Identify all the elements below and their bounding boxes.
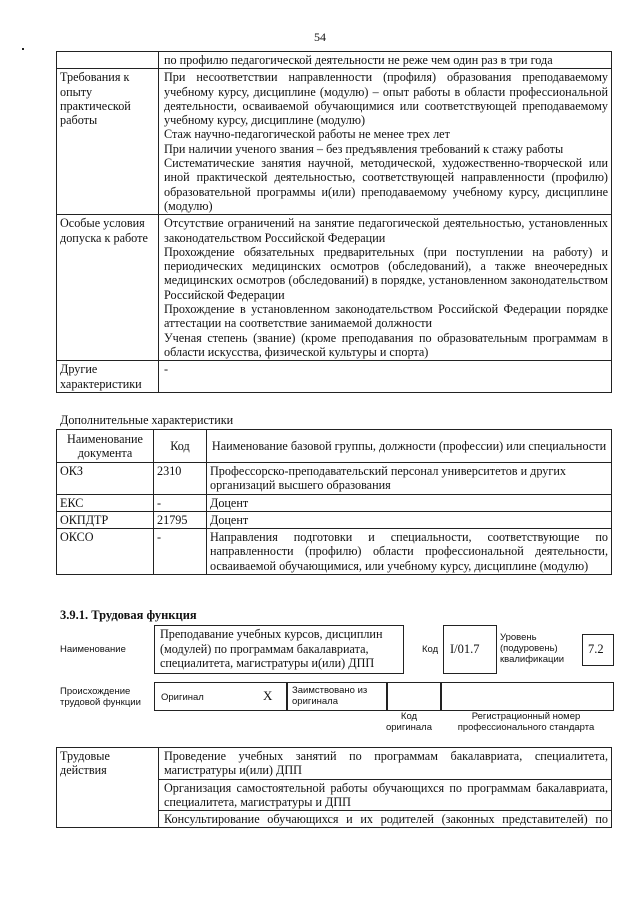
section-heading: 3.9.1. Трудовая функция	[60, 608, 197, 622]
paragraph: Ученая степень (звание) (кроме преподавания по образовательным программам в области искусства, физической культуры и спорта)	[164, 330, 608, 359]
name-label: Наименование	[60, 644, 126, 655]
requirements-table	[56, 51, 612, 393]
reg-number-caption: Регистрационный номер профессионального стандарта	[457, 711, 595, 733]
row-content-special-conditions	[159, 215, 612, 361]
name-cell: Доцент	[207, 494, 612, 511]
name-cell: Доцент	[207, 511, 612, 528]
name-cell: Профессорско-преподавательский персонал университетов и других организаций высшего образования	[207, 463, 612, 495]
labor-actions-table	[56, 747, 612, 828]
function-name-value: Преподавание учебных курсов, дисциплин (модулей) по программам бакалавриата, специалитета, магистратуры и(или) ДПП	[160, 627, 383, 670]
scan-speck	[22, 48, 24, 50]
table-row	[57, 511, 612, 528]
paragraph: Прохождение обязательных предварительных (при поступлении на работу) и периодических медицинских осмотров (обследований), а также внеочередных медицинских осмотров (обследований) в порядке, установленном законодательством Российской Федерации	[164, 244, 608, 302]
table-row	[57, 748, 612, 780]
header-name: Наименование базовой группы, должности (профессии) или специальности	[207, 430, 612, 463]
table-row	[57, 215, 612, 361]
code-cell: 21795	[154, 511, 207, 528]
table-row	[57, 52, 612, 69]
code-cell: -	[154, 529, 207, 575]
original-mark: X	[263, 688, 273, 703]
labor-actions-label: Трудовые действия	[57, 748, 159, 828]
row-content-other: -	[159, 361, 612, 393]
code-cell: 2310	[154, 463, 207, 495]
name-cell: Направления подготовки и специальности, соответствующие по направленности (профилю) области профессиональной деятельности, осваиваемой обучающимися, или учебному курсу, дисциплине (модулю)	[207, 529, 612, 575]
paragraph: При наличии ученого звания – без предъявления требований к стажу работы	[164, 141, 564, 156]
original-code-caption: Код оригинала	[385, 711, 432, 733]
paragraph: Стаж научно-педагогической работы не менее трех лет	[164, 127, 450, 142]
paragraph: При несоответствии направленности (профиля) образования преподаваемому учебному курсу, дисциплине (модулю) – опыт работы в области профессиональной деятельности, осваиваемой обучающимися или соответствующей преподаваемому учебному курсу, дисциплине (модулю)	[164, 70, 608, 128]
doc-cell: ОКСО	[57, 529, 154, 575]
row-label-special-conditions: Особые условия допуска к работе	[57, 215, 159, 361]
row-content-experience	[159, 69, 612, 215]
empty-label-cell	[57, 52, 159, 69]
level-label: Уровень (подуровень) квалификации	[500, 632, 565, 665]
code-value: I/01.7	[450, 642, 480, 656]
doc-cell: ЕКС	[57, 494, 154, 511]
page-number: 54	[314, 30, 326, 44]
labor-action-item: Проведение учебных занятий по программам бакалавриата, специалитета, магистратуры и(или) ДПП	[159, 748, 612, 780]
code-label: Код	[422, 644, 439, 655]
original-label: Оригинал	[161, 692, 204, 703]
row-label-other: Другие характеристики	[57, 361, 159, 393]
table-header-row	[57, 430, 612, 463]
origin-label: Происхождение трудовой функции	[60, 686, 141, 708]
table-row	[57, 463, 612, 495]
doc-cell: ОКЗ	[57, 463, 154, 495]
table-row	[57, 529, 612, 575]
table-row	[57, 69, 612, 215]
paragraph: Систематические занятия научной, методической, художественно-творческой или иной практической деятельностью, соответствующей направленности (профилю) образовательной программы и(или) преподаваемому учебному курсу, дисциплине (модулю)	[164, 156, 608, 213]
labor-action-item: Консультирование обучающихся и их родителей (законных представителей) по	[159, 811, 612, 828]
table-row	[57, 494, 612, 511]
additional-title: Дополнительные характеристики	[60, 413, 234, 427]
doc-cell: ОКПДТР	[57, 511, 154, 528]
header-doc: Наименование документа	[57, 430, 154, 463]
paragraph: Отсутствие ограничений на занятие педагогической деятельностью, установленных законодательством Российской Федерации	[164, 216, 608, 245]
intro-row-text: по профилю педагогической деятельности не реже чем один раз в три года	[159, 52, 612, 69]
borrowed-label: Заимствовано из оригинала	[292, 685, 368, 707]
code-cell: -	[154, 494, 207, 511]
row-label-experience: Требования к опыту практической работы	[57, 69, 159, 215]
header-code: Код	[154, 430, 207, 463]
level-value: 7.2	[588, 642, 604, 656]
paragraph: Прохождение в установленном законодательством Российской Федерации порядке аттестации на соответствие занимаемой должности	[164, 302, 608, 331]
original-code-box	[386, 682, 442, 711]
labor-action-item: Организация самостоятельной работы обучающихся по программам бакалавриата, специалитета, магистратуры и ДПП	[159, 779, 612, 811]
table-row	[57, 361, 612, 393]
additional-table	[56, 429, 612, 575]
reg-number-box	[440, 682, 614, 711]
